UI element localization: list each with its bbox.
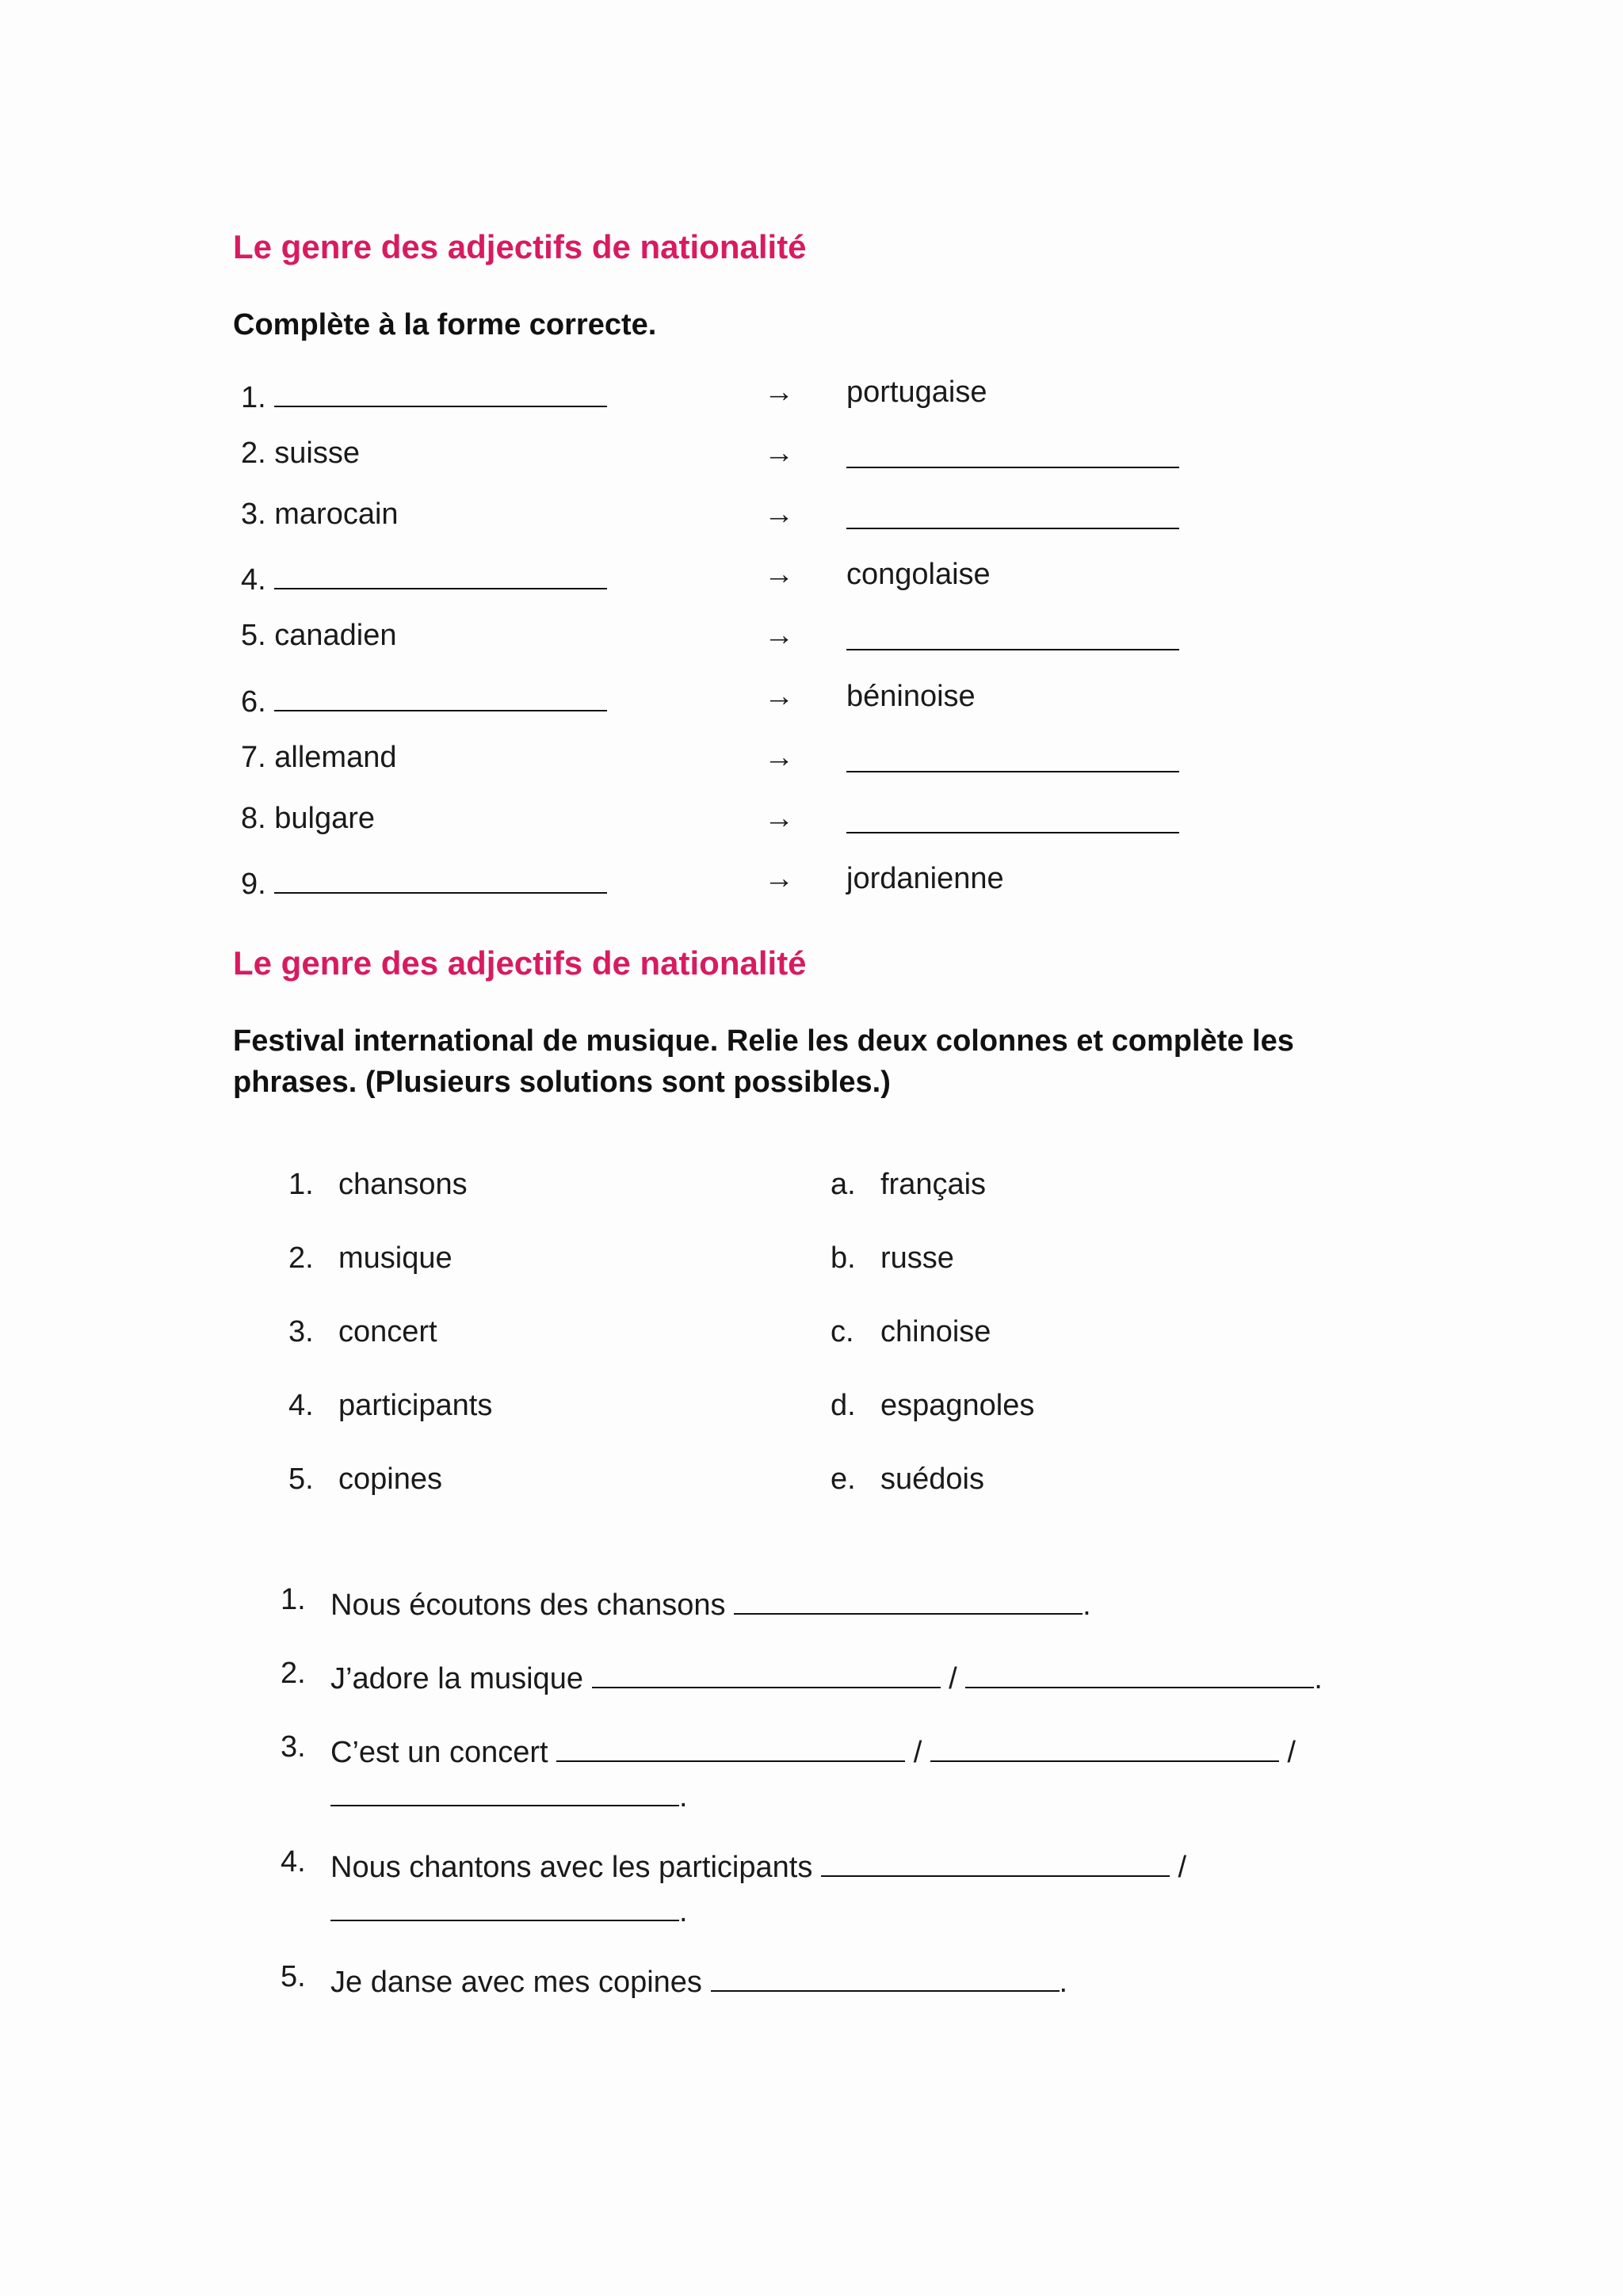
match-row	[0, 1389, 1623, 1436]
exercise-row	[0, 558, 1623, 605]
sentence-3-continued	[330, 1775, 688, 1814]
period: .	[679, 1895, 688, 1928]
row-left	[241, 376, 607, 415]
sentence-number: 2.	[281, 1657, 306, 1690]
item-number: 7.	[241, 741, 266, 774]
feminine-word: béninoise	[846, 680, 976, 713]
row-left	[241, 619, 397, 653]
adjective-item: suédois	[880, 1463, 984, 1496]
exercise-row	[0, 498, 1623, 545]
period: .	[679, 1780, 688, 1814]
section2-instruction-line2: phrases. (Plusieurs solutions sont possibles.)	[233, 1066, 891, 1099]
section2-instruction	[233, 1020, 1294, 1103]
adjective-item: chinoise	[880, 1315, 991, 1348]
answer-blank[interactable]	[330, 1890, 679, 1921]
arrow-icon: →	[764, 437, 794, 470]
exercise-row	[0, 619, 1623, 666]
adjective-item: russe	[880, 1241, 954, 1275]
sentence-5	[330, 1960, 1067, 2000]
row-left	[241, 558, 607, 597]
noun-item: concert	[338, 1315, 437, 1348]
feminine-word: jordanienne	[846, 862, 1004, 895]
sentence-4-continued	[330, 1890, 688, 1929]
noun-item: participants	[338, 1389, 493, 1422]
answer-blank[interactable]	[846, 498, 1179, 529]
match-row	[0, 1241, 1623, 1289]
slash: /	[949, 1662, 957, 1695]
sentence-text: J’adore la musique	[330, 1662, 583, 1695]
exercise-row	[0, 376, 1623, 423]
section1-heading: Le genre des adjectifs de nationalité	[233, 228, 807, 265]
item-number: 8.	[241, 802, 266, 835]
period: .	[1314, 1662, 1323, 1695]
sentence-4	[330, 1845, 1186, 1885]
feminine-word: congolaise	[846, 558, 991, 591]
exercise-row	[0, 862, 1623, 910]
sentence-1	[330, 1583, 1091, 1623]
section2-instruction-line1: Festival international de musique. Relie les deux colonnes et complète les	[233, 1024, 1294, 1058]
adjective-letter: c.	[831, 1315, 854, 1348]
arrow-icon: →	[764, 619, 794, 652]
answer-blank[interactable]	[274, 862, 607, 894]
arrow-icon: →	[764, 376, 794, 409]
item-number: 1.	[241, 381, 266, 414]
period: .	[1059, 1966, 1068, 1999]
slash: /	[1178, 1851, 1187, 1884]
answer-blank[interactable]	[592, 1657, 941, 1688]
item-number: 6.	[241, 685, 266, 719]
sentence-2	[330, 1657, 1323, 1696]
arrow-icon: →	[764, 741, 794, 774]
row-right	[846, 802, 1179, 841]
section1-instruction: Complète à la forme correcte.	[233, 308, 657, 341]
answer-blank[interactable]	[846, 741, 1179, 772]
masculine-word: bulgare	[274, 802, 376, 835]
match-row	[0, 1168, 1623, 1215]
masculine-word: canadien	[274, 619, 397, 652]
answer-blank[interactable]	[846, 619, 1179, 650]
match-row	[0, 1315, 1623, 1363]
slash: /	[1287, 1736, 1296, 1769]
noun-item: copines	[338, 1463, 442, 1496]
answer-blank[interactable]	[930, 1730, 1279, 1762]
sentence-number: 3.	[281, 1730, 306, 1764]
noun-number: 3.	[288, 1315, 314, 1348]
answer-blank[interactable]	[711, 1960, 1060, 1992]
answer-blank[interactable]	[330, 1775, 679, 1806]
row-left	[241, 741, 396, 775]
period: .	[1083, 1589, 1091, 1622]
arrow-icon: →	[764, 680, 794, 713]
section2-heading: Le genre des adjectifs de nationalité	[233, 944, 807, 982]
arrow-icon: →	[764, 862, 794, 895]
sentence-text: C’est un concert	[330, 1736, 548, 1769]
answer-blank[interactable]	[821, 1845, 1170, 1877]
row-right	[846, 741, 1179, 780]
feminine-word: portugaise	[846, 376, 987, 409]
exercise-row	[0, 741, 1623, 788]
arrow-icon: →	[764, 498, 794, 531]
noun-number: 4.	[288, 1389, 314, 1422]
masculine-word: marocain	[274, 498, 399, 531]
adjective-item: espagnoles	[880, 1389, 1035, 1422]
exercise-row	[0, 802, 1623, 849]
item-number: 2.	[241, 437, 266, 470]
row-left	[241, 437, 360, 471]
row-right	[846, 437, 1179, 476]
noun-number: 5.	[288, 1463, 314, 1496]
match-row	[0, 1463, 1623, 1510]
sentence-number: 4.	[281, 1845, 306, 1878]
sentence-text: Nous chantons avec les participants	[330, 1851, 813, 1884]
adjective-letter: e.	[831, 1463, 856, 1496]
arrow-icon: →	[764, 558, 794, 591]
answer-blank[interactable]	[274, 680, 607, 711]
adjective-letter: b.	[831, 1241, 856, 1275]
slash: /	[913, 1736, 922, 1769]
item-number: 4.	[241, 563, 266, 597]
arrow-icon: →	[764, 802, 794, 835]
adjective-letter: a.	[831, 1168, 856, 1201]
row-left	[241, 802, 375, 836]
item-number: 5.	[241, 619, 266, 652]
noun-number: 2.	[288, 1241, 314, 1275]
item-number: 3.	[241, 498, 266, 531]
row-left	[241, 862, 607, 902]
answer-blank[interactable]	[734, 1583, 1083, 1615]
row-left	[241, 498, 399, 532]
answer-blank[interactable]	[846, 802, 1179, 833]
exercise-row	[0, 437, 1623, 484]
noun-number: 1.	[288, 1168, 314, 1201]
answer-blank[interactable]	[556, 1730, 905, 1762]
noun-item: chansons	[338, 1168, 468, 1201]
sentence-number: 5.	[281, 1960, 306, 1993]
sentence-text: Nous écoutons des chansons	[330, 1589, 726, 1622]
answer-blank[interactable]	[965, 1657, 1314, 1688]
masculine-word: suisse	[274, 437, 360, 470]
sentence-3	[330, 1730, 1296, 1770]
adjective-item: français	[880, 1168, 987, 1201]
row-right	[846, 498, 1179, 537]
item-number: 9.	[241, 868, 266, 901]
answer-blank[interactable]	[846, 437, 1179, 468]
exercise-row	[0, 680, 1623, 727]
answer-blank[interactable]	[274, 376, 607, 407]
masculine-word: allemand	[274, 741, 397, 774]
sentence-text: Je danse avec mes copines	[330, 1966, 702, 1999]
answer-blank[interactable]	[274, 558, 607, 589]
sentence-number: 1.	[281, 1583, 306, 1616]
row-right	[846, 619, 1179, 658]
adjective-letter: d.	[831, 1389, 856, 1422]
noun-item: musique	[338, 1241, 453, 1275]
row-left	[241, 680, 607, 719]
